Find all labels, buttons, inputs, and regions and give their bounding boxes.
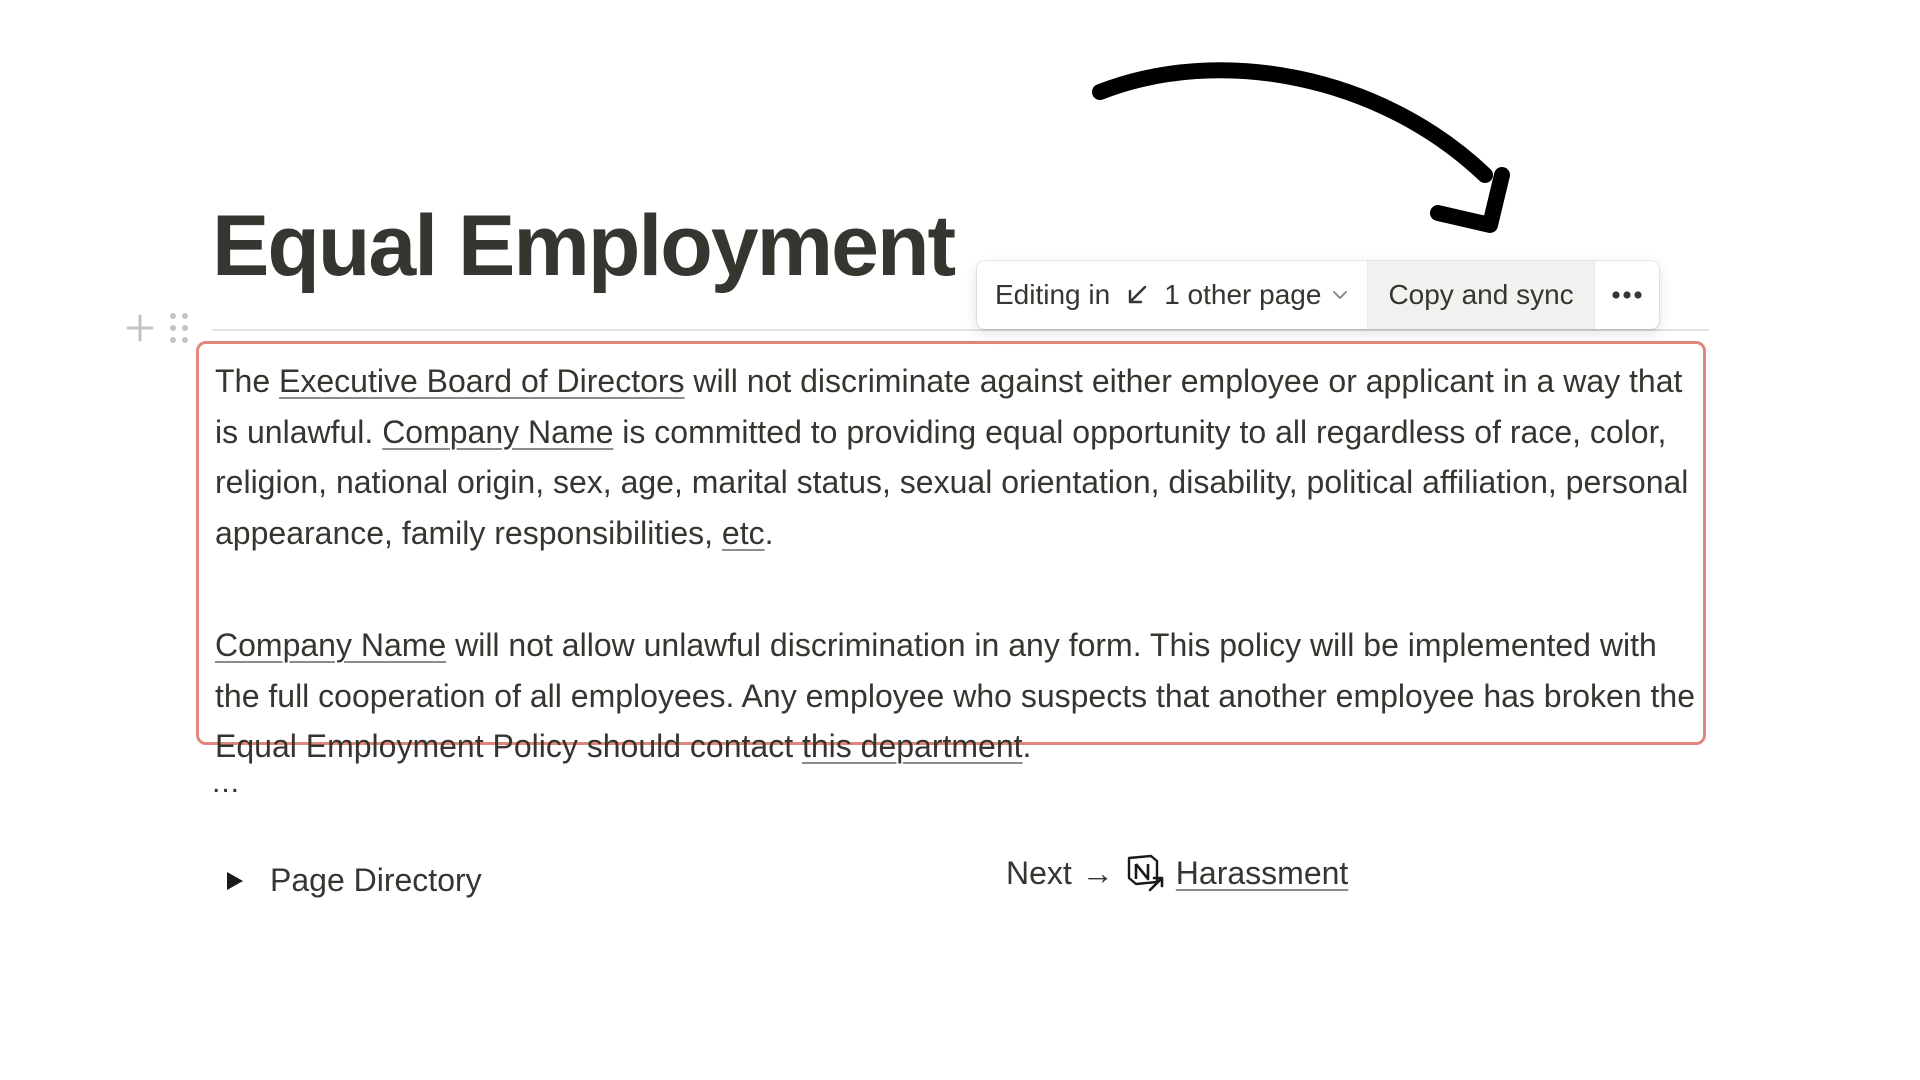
paragraph-non-discrimination [215, 356, 1705, 558]
synced-block-toolbar [977, 261, 1659, 329]
next-page-nav [1006, 852, 1348, 894]
page-directory-label: Page Directory [270, 862, 482, 898]
block-handles [124, 310, 198, 346]
text-run: . [764, 514, 774, 551]
chevron-down-icon [1331, 286, 1349, 304]
text-run: is committed to providing equal opportunity to all regardless of race, color, religion, national origin, sex, age, marital status, sexual orientation, disability, political affiliation, personal appearance, family responsibilities, [215, 413, 1689, 551]
page-directory-toggle[interactable] [222, 862, 482, 899]
copy-and-sync-label: Copy and sync [1388, 279, 1574, 310]
arrow-down-left-icon [1124, 282, 1150, 308]
editing-in-label: Editing in [995, 279, 1111, 310]
company-name-link[interactable]: Company Name [382, 413, 614, 450]
text-run: will not discriminate against either employee or applicant in a way that is unlawful. [215, 363, 1683, 450]
more-horizontal-icon [1611, 290, 1643, 300]
page-title: Equal Employment [212, 198, 955, 294]
triangle-right-icon[interactable] [222, 869, 246, 893]
curved-arrow-icon [1080, 55, 1520, 245]
text-run: will not allow unlawful discrimination in any form. This policy will be implemented with the full cooperation of all employees. Any employee who suspects that another employee has broken the Equal Employment Policy should contact [215, 627, 1696, 764]
more-options-button[interactable] [1594, 261, 1659, 329]
synced-block-divider [212, 329, 1709, 331]
next-label: Next [1006, 854, 1072, 891]
paragraph-policy [215, 620, 1705, 772]
editing-in-dropdown[interactable] [977, 261, 1367, 329]
department-link[interactable]: this department [801, 728, 1023, 764]
harassment-link[interactable]: Harassment [1175, 854, 1349, 891]
ellipsis-text: ... [212, 766, 241, 799]
synced-block[interactable] [196, 341, 1706, 764]
copy-and-sync-button[interactable] [1367, 261, 1593, 329]
executive-board-link[interactable]: Executive Board of Directors [279, 363, 685, 399]
other-pages-label: 1 other page [1164, 279, 1322, 310]
next-arrow: → [1081, 854, 1114, 891]
drag-handle-icon[interactable] [168, 311, 190, 345]
notion-link-icon [1124, 852, 1166, 894]
add-block-icon[interactable] [124, 312, 156, 344]
text-run: . [1022, 728, 1032, 764]
company-name-link[interactable]: Company Name [215, 627, 447, 663]
text-run: The [215, 363, 280, 399]
etc-link[interactable]: etc [721, 514, 765, 551]
